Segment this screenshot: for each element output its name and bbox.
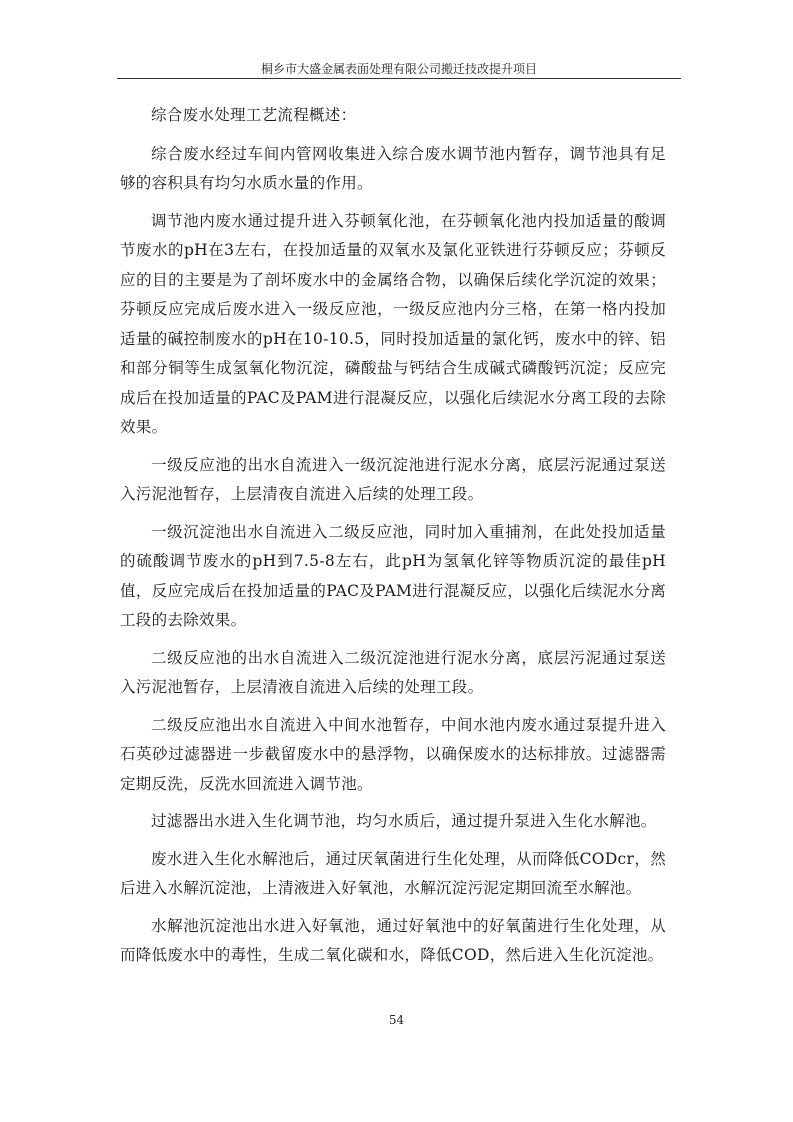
paragraph: 二级反应池出水自流进入中间水池暂存，中间水池内废水通过泵提升进入石英砂过滤器进一步截留废水中的悬浮物，以确保废水的达标排放。过滤器需定期反洗，反洗水回流进入调节池。: [120, 715, 666, 793]
header-divider: [117, 78, 681, 79]
paragraph: 过滤器出水进入生化调节池，均匀水质后，通过提升泵进入生化水解池。: [151, 812, 657, 830]
paragraph: 二级反应池的出水自流进入二级沉淀池进行泥水分离，底层污泥通过泵送入污泥池暂存，上层清液自流进入后续的处理工段。: [120, 648, 666, 696]
paragraph: 综合废水经过车间内管网收集进入综合废水调节池内暂存，调节池具有足够的容积具有均匀水质水量的作用。: [120, 144, 666, 192]
paragraph: 水解池沉淀池出水进入好氧池，通过好氧池中的好氧菌进行生化处理，从而降低废水中的毒性，生成二氧化碳和水，降低COD，然后进入生化沉淀池。: [120, 916, 666, 964]
section-title: 综合废水处理工艺流程概述：: [151, 106, 357, 124]
paragraph: 调节池内废水通过提升进入芬顿氧化池，在芬顿氧化池内投加适量的酸调节废水的pH在3左右，在投加适量的双氧水及氯化亚铁进行芬顿反应；芬顿反应的目的主要是为了剖坏废水中的金属络合物，以确保后续化学沉淀的效果；芬顿反应完成后废水进入一级反应池，一级反应池内分三格，在第一格内投加适量的碱控制废水的pH在10-10.5，同时投加适量的氯化钙，废水中的锌、铝和部分铜等生成氢氧化物沉淀，磷酸盐与钙结合生成碱式磷酸钙沉淀；反应完成后在投加适量的PAC及PAM进行混凝反应，以强化后续泥水分离工段的去除效果。: [120, 211, 666, 436]
running-header: 桐乡市大盛金属表面处理有限公司搬迁技改提升项目: [260, 62, 537, 76]
page-number: 54: [388, 1013, 405, 1027]
paragraph: 废水进入生化水解池后，通过厌氧菌进行生化处理，从而降低CODcr，然后进入水解沉淀池，上清液进入好氧池，水解沉淀污泥定期回流至水解池。: [120, 849, 666, 897]
document-body: [120, 101, 666, 979]
paragraph: 一级反应池的出水自流进入一级沉淀池进行泥水分离，底层污泥通过泵送入污泥池暂存，上层清夜自流进入后续的处理工段。: [120, 455, 666, 503]
paragraph: 一级沉淀池出水自流进入二级反应池，同时加入重捕剂，在此处投加适量的硫酸调节废水的pH到7.5-8左右，此pH为氢氧化锌等物质沉淀的最佳pH值，反应完成后在投加适量的PAC及PAM进行混凝反应，以强化后续泥水分离工段的去除效果。: [120, 522, 666, 629]
